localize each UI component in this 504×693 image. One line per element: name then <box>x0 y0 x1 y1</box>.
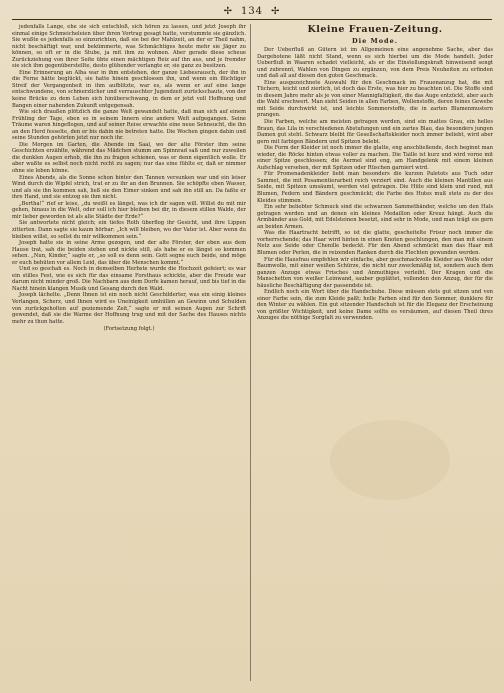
column-divider <box>250 24 251 681</box>
story-paragraph: Eine Erinnerung an Alba war in ihm entstehen, der ganze Liebesrausch, der ihn in die Ferne hätte beglückt, sie hatte hinein geschlossen ihn, und wenn ein flüchtiger Streif der Vergangenheit in ihm aufblitzte, war es, als wenn er auf eine lange entschwundene, von schmerzlicher und verrauschter Jugendzeit zurückschaute, von der keine Brücke zu dem Leben sich hinüberschwang, in dem er jetzt voll Hoffnung und Bangen einer nahenden Zukunft entgegensah. <box>12 69 246 109</box>
fashion-paragraph: Die Farben, welche am meisten getragen werden, sind ein mattes Grau, ein helles Braun, das Lila in verschiedenen Abstufungen und ein zartes Blau, das besonders jungen Damen gut steht. Schwarz bleibt für Gesellschaftskleider noch immer beliebt, wird aber gern mit farbigen Bändern und Spitzen belebt. <box>257 119 493 145</box>
story-paragraph: Und so geschah es. Noch in demselben Herbste wurde die Hochzeit gefeiert; es war ein stilles Fest, wie es sich für das einsame Forsthaus schickte, aber die Freude war darum nicht minder groß. Die Nachbarn aus dem Dorfe kamen herauf, und bis tief in die Nacht hinein klangen Musik und Gesang durch den Wald. <box>12 266 246 292</box>
fashion-paragraph: Der Ueberfluß an Gütern ist im Allgemeinen eine angenehme Sache, aber das Dargebotene läßt nicht Stand, wenn es sich hierbei um die Mode handelt. Jeder Ueberfluß in Waaren schadet vielleicht, als er die Einstellungskraft hinweisend sengt und zubrennt, Wahlen von Dingen zu ergänzen, von dem Preis Neuheiten zu erfinden und daß all auf diesen den guten Geschmack. <box>257 47 493 80</box>
header-rule <box>12 19 492 20</box>
fashion-paragraph: Für die Hausfrau empfehlen wir einfache, aber geschmackvolle Kleider aus Wolle oder Baumwolle, mit einer weißen Schürze, die nicht nur zweckmäßig ist, sondern auch dem ganzen Anzuge etwas Frisches und Anmuthiges verleiht. Der Kragen und die Manschetten von weißer Leinwand, sauber geplättet, vollenden den Anzug, der für die häusliche Beschäftigung der passendste ist. <box>257 256 493 289</box>
fashion-paragraph: Für Promenadenkleider liebt man besonders die kurzen Paletots aus Tuch oder Sammet, die mit Posamentierarbeit reich verziert sind. Auch die kleinen Mantillen aus Seide, mit Spitzen umsäumt, werden viel getragen. Die Hüte sind klein und rund, mit Blumen, Federn und Bändern geschmückt; die Farbe des Hutes muß stets zu der des Kleides stimmen. <box>257 171 493 204</box>
story-paragraph: Wie sich draußen plötzlich die ganze Welt gewandelt hatte, daß man sich auf einem Frühling der Tage, eben so in seinem Innern eine andere Welt aufgegangen. Seine Träume waren hingeflogen, und auf seiner Reise erwachte eine neue Sehnsucht, die ihn an den Herd fesselte, den er bis dahin nie betreten hatte. Die Wochen gingen dahin und seine Stunden gehörten jetzt nur noch ihr. <box>12 109 246 142</box>
section-title: Kleine Frauen-Zeitung. <box>307 24 443 35</box>
story-paragraph: jedenfalls Lange, ehe sie sich entschloß, sich hören zu lassen, und jetzt Joseph ihr einmal einige Schmeicheleien über ihren Vortrag gesagt hatte, verstummte sie gänzlich. Sie wußte es jedenfalls so einzurichten, daß sie bei der Mahlzeit, an der er Theil nahm, nicht beschäftigt war, und bekümmerte, was Schmächtiges heute mehr sie Jäger zu können, so oft er in die Stube, ja mit ihm zu wohnen. Aber gerade diese scheue Zurückziehung von ihrer Seite übte einen mächtigen Reiz auf ihn aus, und je fremder sie sich ihm gegenüberstellte, desto glühender verlangte er, sie ganz zu besitzen. <box>12 24 246 70</box>
fashion-paragraph: Endlich noch ein Wort über die Handschuhe. Diese müssen stets gut sitzen und von einer Farbe sein, die zum Kleide paßt; helle Farben sind für den Sommer, dunklere für den Winter zu wählen. Ein gut sitzender Handschuh ist für die Eleganz der Erscheinung von größter Wichtigkeit, und keine Dame sollte es versäumen, auf diesen Theil ihres Anzuges die nöthige Sorgfalt zu verwenden. <box>257 289 493 322</box>
ornament-icon: ✢ <box>223 5 233 17</box>
story-paragraph: Joseph hatte sie in seine Arme gezogen, und der alte Förster, der eben aus dem Hause trat, sah die beiden stehen und nickte still, als habe er es längst so kommen sehen. „Nun, Kinder,“ sagte er, „so soll es denn sein. Gott segne euch beide, und möge er euch behüten vor allem Leid, das über die Menschen kommt.“ <box>12 240 246 266</box>
story-paragraph: Eines Abends, als die Sonne schon hinter den Tannen versunken war und ein leiser Wind durch die Wipfel strich, trat er zu ihr an den Brunnen. Sie schöpfte eben Wasser, und als sie ihn kommen sah, ließ sie den Eimer sinken und sah ihn still an. Da faßte er ihre Hand, und sie entzog sie ihm nicht. <box>12 174 246 201</box>
fashion-paragraph: Die Form der Kleider ist noch immer die glatte, eng anschließende, doch beginnt man wieder, die Röcke hinten etwas voller zu machen. Die Taille ist kurz und wird vorne mit einer Spitze geschlossen; die Aermel sind eng, am Handgelenk mit einem kleinen Aufschlag versehen, der mit Spitzen oder Rüschen garniert wird. <box>257 145 493 171</box>
story-paragraph: Die Morgen im Garten, die Abende im Saal, wo der alte Förster ihm seine Geschichten erzählte, während das Mädchen stumm am Spinnrad saß und nur zuweilen die dunklen Augen erhob, die ihn zu fragen schienen, was er denn eigentlich wolle. Er aber wußte es selbst noch nicht recht zu sagen; nur das eine fühlte er, daß er nimmer ohne sie leben könne. <box>12 141 246 175</box>
left-column <box>12 24 246 683</box>
fashion-paragraph: Ein sehr beliebter Schmuck sind die schwarzen Sammetbänder, welche um den Hals getragen werden und an denen ein kleines Medaillon oder Kreuz hängt. Auch die Armbänder aus Gold, mit Edelsteinen besetzt, sind sehr in Mode, und man trägt sie gern an beiden Armen. <box>257 204 493 230</box>
section-subtitle: Die Mode. <box>352 37 398 45</box>
ornament-icon: ✢ <box>271 5 281 17</box>
continuation-note: (Fortsetzung folgt.) <box>103 326 155 333</box>
fashion-paragraph: Eine ausgezeichnete Auswahl für den Geschmack im Frauenanzug hat, die mit Tüchern, leicht und zierlich, ist doch das Erste, was hier zu beachten ist. Die Stoffe sind in diesem Jahre mehr als je von einer Mannigfaltigkeit, die das Auge entzückt, aber auch die Wahl erschwert. Man sieht Seiden in allen Farben, Wollenstoffe, deren feines Gewebe mit Seide durchwirkt ist, und leichte Sommerstoffe, die in zarten Blumenmustern prangen. <box>257 79 493 119</box>
story-paragraph: Joseph lächelte. „Denn Ihnen ist ein noch nicht Geschilderter, was ein einig kleines Verlangen, Scherz, und Ihnen wird es Uneinigkeit umhüllen an Gewinn und Schulden von zurückgeholten auf geziemende Zeit,“ sagte er mit seinen Augen zur Schrift gewendet, daß sie die Warme der Hoffnung trug und mit der Sache des Hauses nichts mehr zu thun hatte. <box>12 292 246 325</box>
story-paragraph: „Bertha!“ rief er leise, „du weißt es längst, was ich dir sagen will. Willst du mit mir gehen, hinaus in die Welt, oder soll ich hier bleiben bei dir, in diesem stillen Walde, der mir lieber geworden ist als alle Städte der Erde?“ <box>12 200 246 220</box>
right-column <box>257 24 493 683</box>
page-header <box>12 4 492 18</box>
story-paragraph: Sie antwortete nicht gleich; ein tiefes Roth überflog ihr Gesicht, und ihre Lippen zitterten. Dann sagte sie kaum hörbar: „Ich will bleiben, wo der Vater ist. Aber wenn du bleiben willst, so sollst du mir willkommen sein.“ <box>12 220 246 240</box>
page-number: 134 <box>240 5 264 17</box>
fashion-paragraph: Was die Haartracht betrifft, so ist die glatte, gescheitelte Frisur noch immer die vorherrschende; das Haar wird hinten in einen Knoten geschlungen, den man mit einem Netz aus Seide oder Chenille bedeckt. Für den Abend schmückt man das Haar mit Blumen oder Perlen, die in reizenden Ranken durch die Flechten gewunden werden. <box>257 230 493 256</box>
